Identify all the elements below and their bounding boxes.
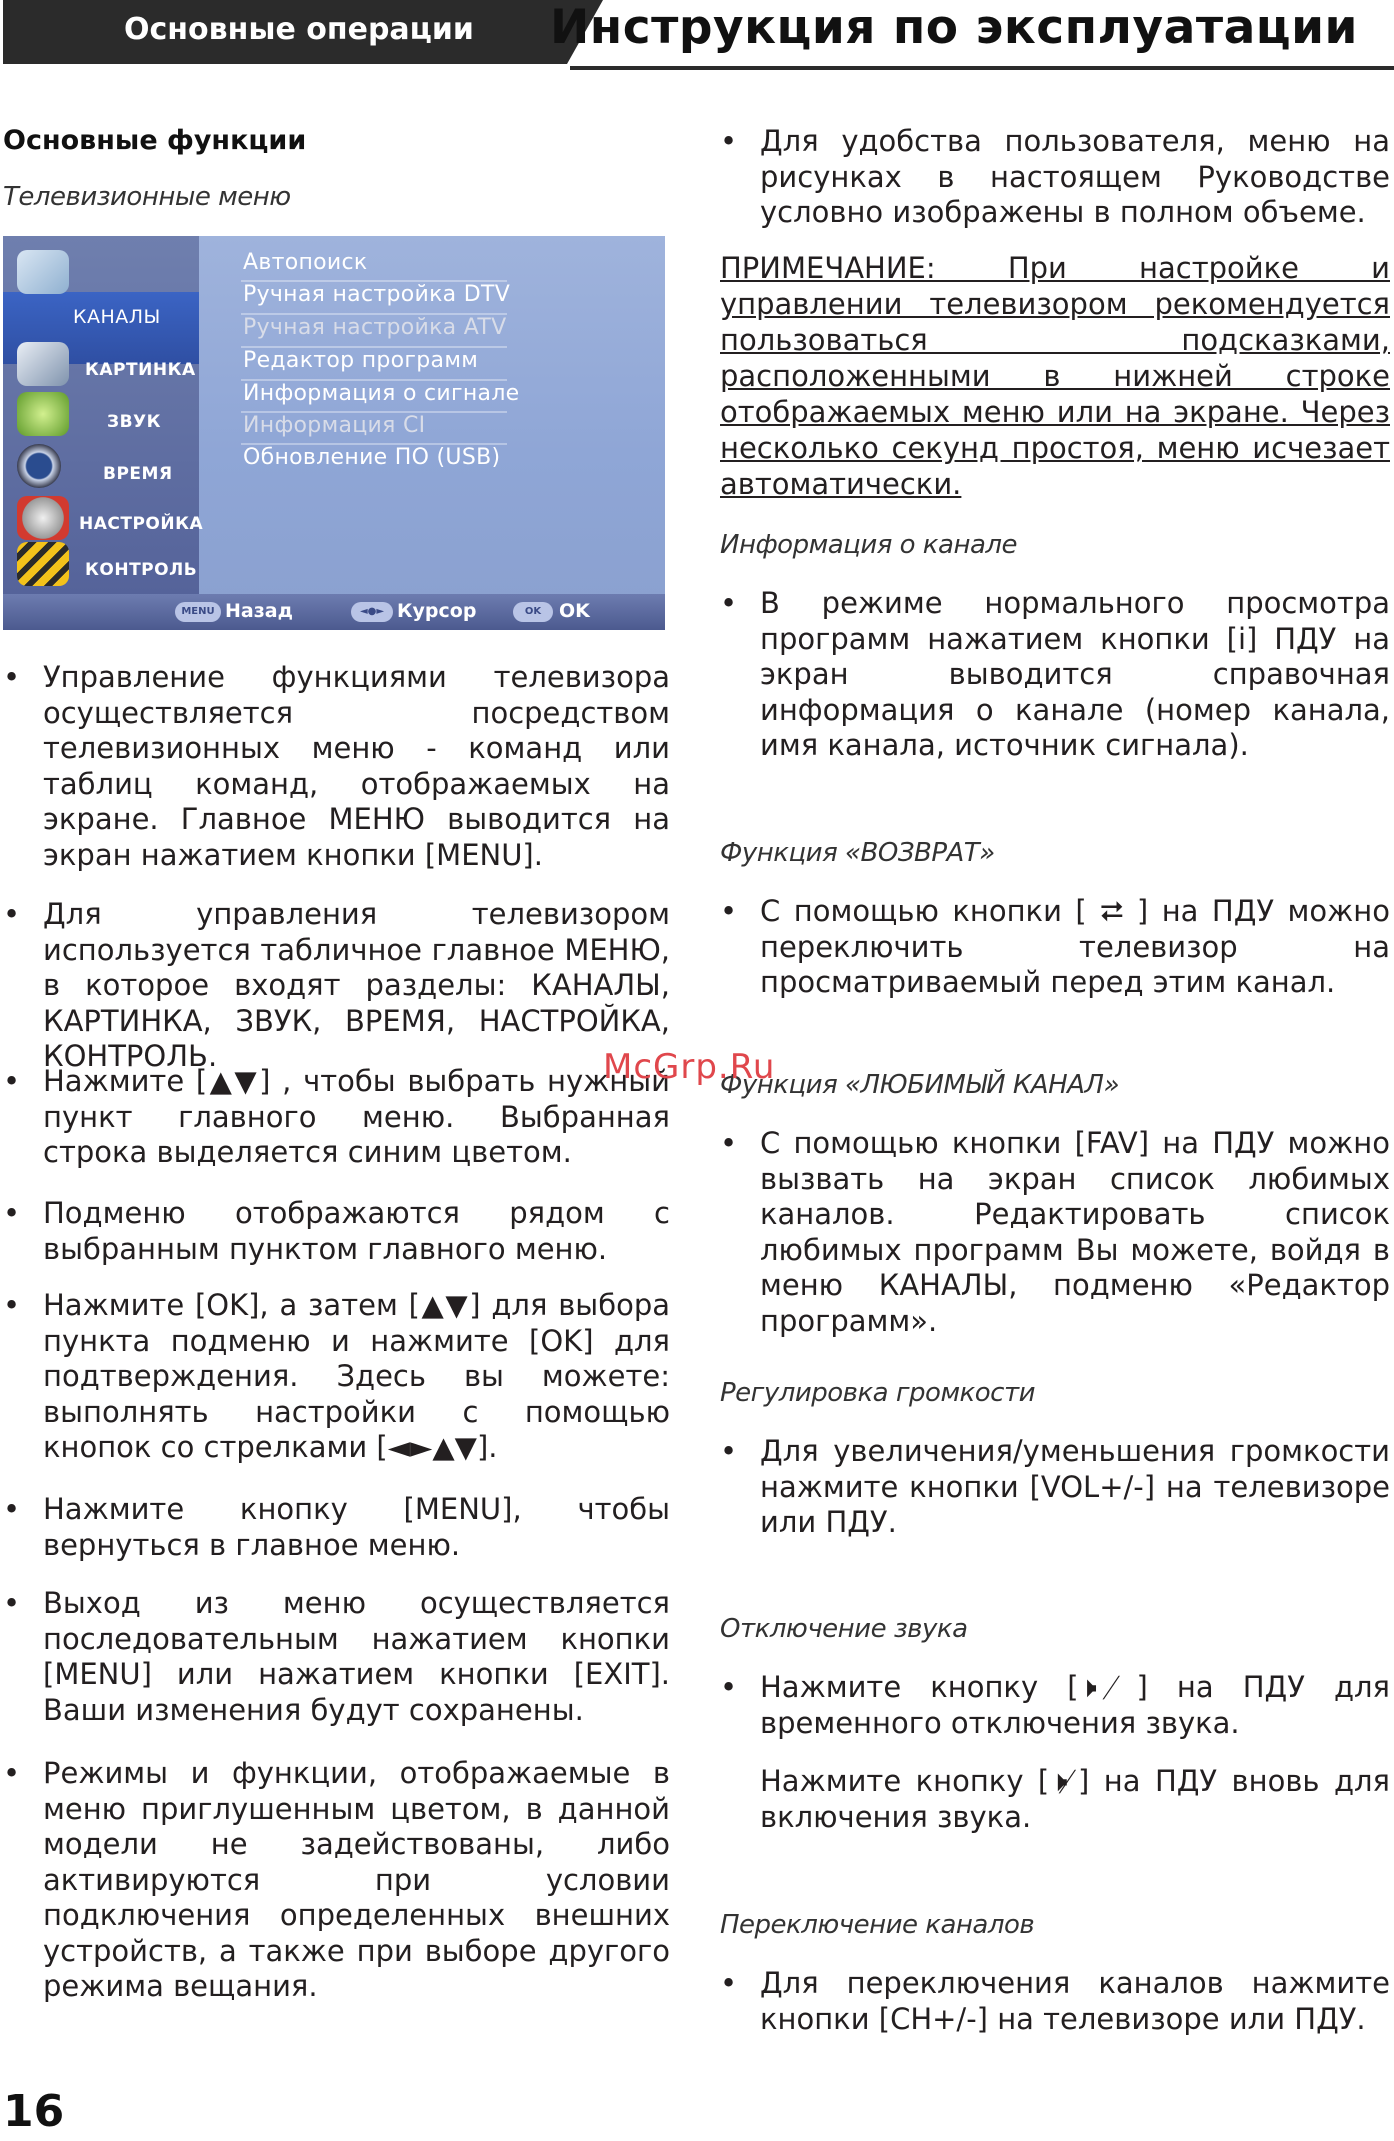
cursor-button-icon: ◄●► (351, 602, 393, 622)
section-heading: Основные функции (3, 125, 307, 156)
header-section: Основные операции (124, 12, 474, 47)
list-item: • Нажмите [▲▼] , чтобы выбрать нужный пункт главного меню. Выбранная строка выделяется синим цветом. (3, 1064, 670, 1169)
gear-icon (17, 496, 69, 540)
tv-cat-settings: НАСТРОЙКА (79, 514, 204, 534)
list-item: • Выход из меню осуществляется последовательным нажатием кнопки [MENU] или нажатием кнопки [EXIT]. Ваши изменения будут сохранены. (3, 1586, 670, 1727)
section-title: Информация о канале (720, 530, 1017, 560)
tv-cat-channels: КАНАЛЫ (73, 306, 161, 328)
list-item: • Для переключения каналов нажмите кнопки [CH+/-] на телевизоре или ПДУ. (720, 1966, 1390, 2036)
page-number: 16 (3, 2086, 65, 2137)
section-title: Функция «ЛЮБИМЫЙ КАНАЛ» (720, 1070, 1120, 1100)
tv-cat-control: КОНТРОЛЬ (85, 560, 198, 580)
tv-item-autosearch: Автопоиск (243, 250, 368, 275)
tv-cat-picture: КАРТИНКА (85, 360, 196, 380)
tv-item-manual-dtv: Ручная настройка DTV (243, 282, 511, 307)
header-rule (570, 66, 1394, 70)
footer-ok-label: OK (559, 600, 590, 622)
tv-menu-footer (3, 594, 665, 630)
tv-menu-screenshot (3, 236, 665, 630)
tv-item-signal-info: Информация о сигнале (243, 381, 520, 406)
ok-button-icon: OK (513, 602, 553, 622)
clock-icon (17, 444, 61, 488)
tv-item-usb-update: Обновление ПО (USB) (243, 445, 501, 470)
list-item: • Нажмите кнопку [MENU], чтобы вернуться в главное меню. (3, 1492, 670, 1562)
header-title: Инструкция по эксплуатации (549, 0, 1358, 55)
camera-icon (17, 342, 69, 386)
music-note-icon (17, 392, 69, 436)
footer-back-label: Назад (225, 600, 293, 622)
tv-item-ci-info: Информация CI (243, 413, 426, 438)
footer-cursor-label: Курсор (397, 600, 477, 622)
section-title: Отключение звука (720, 1614, 968, 1644)
section-title: Переключение каналов (720, 1910, 1035, 1940)
tv-cat-sound: ЗВУК (107, 412, 162, 432)
list-item: • Для увеличения/уменьшения громкости нажмите кнопки [VOL+/-] на телевизоре или ПДУ. (720, 1434, 1390, 1539)
list-item: • Для управления телевизором используется табличное главное МЕНЮ, в которое входят разделы: КАНАЛЫ, КАРТИНКА, ЗВУК, ВРЕМЯ, НАСТРОЙКА, КОНТРОЛЬ. (3, 897, 670, 1073)
list-item: • Подменю отображаются рядом с выбранным пунктом главного меню. (3, 1196, 670, 1266)
list-item: • Для удобства пользователя, меню на рисунках в настоящем Руководстве условно изображены в полном объеме. (720, 124, 1390, 229)
section-title: Функция «ВОЗВРАТ» (720, 838, 995, 868)
list-item-continuation: Нажмите кнопку [🕨̸] на ПДУ вновь для включения звука. (760, 1764, 1390, 1834)
channels-icon (17, 250, 69, 294)
list-item: • В режиме нормального просмотра программ нажатием кнопки [i] ПДУ на экран выводится справочная информация о канале (номер канала, имя канала, источник сигнала). (720, 586, 1390, 762)
page-header (0, 0, 1394, 70)
lock-icon (17, 542, 69, 586)
tv-cat-time: ВРЕМЯ (103, 464, 173, 484)
list-item: • Нажмите [OK], а затем [▲▼] для выбора пункта подменю и нажмите [OK] для подтверждения. Здесь вы можете: выполнять настройки с помощью кнопок со стрелками [◄►▲▼]. (3, 1288, 670, 1464)
list-item: • С помощью кнопки [FAV] на ПДУ можно вызвать на экран список любимых каналов. Редактировать список любимых программ Вы можете, войдя в меню КАНАЛЫ, подменю «Редактор программ». (720, 1126, 1390, 1338)
tv-item-program-editor: Редактор программ (243, 348, 479, 373)
list-item: • Режимы и функции, отображаемые в меню приглушенным цветом, в данной модели не задействованы, либо активируются при условии подключения определенных внешних устройств, а также при выборе другого режима вещания. (3, 1756, 670, 2003)
menu-button-icon: MENU (175, 602, 221, 622)
list-item: • С помощью кнопки [ ⮂ ] на ПДУ можно переключить телевизор на просматриваемый перед этим канал. (720, 894, 1390, 999)
list-item: • Нажмите кнопку [🕨̸] на ПДУ для временного отключения звука. (720, 1670, 1390, 1740)
section-title: Регулировка громкости (720, 1378, 1036, 1408)
watermark: McGrp.Ru (603, 1047, 776, 1087)
tv-item-manual-atv: Ручная настройка ATV (243, 315, 507, 340)
tv-menu-subheading: Телевизионные меню (3, 182, 291, 212)
list-item: • Управление функциями телевизора осуществляется посредством телевизионных меню - команд или таблиц команд, отображаемых на экране. Главное МЕНЮ выводится на экран нажатием кнопки [MENU]. (3, 660, 670, 872)
note-text: ПРИМЕЧАНИЕ: При настройке и управлении телевизором рекомендуется пользоваться подсказками, расположенными в нижней строке отображаемых меню или на экране. Через несколько секунд простоя, меню исчезает автоматически. (720, 251, 1390, 501)
